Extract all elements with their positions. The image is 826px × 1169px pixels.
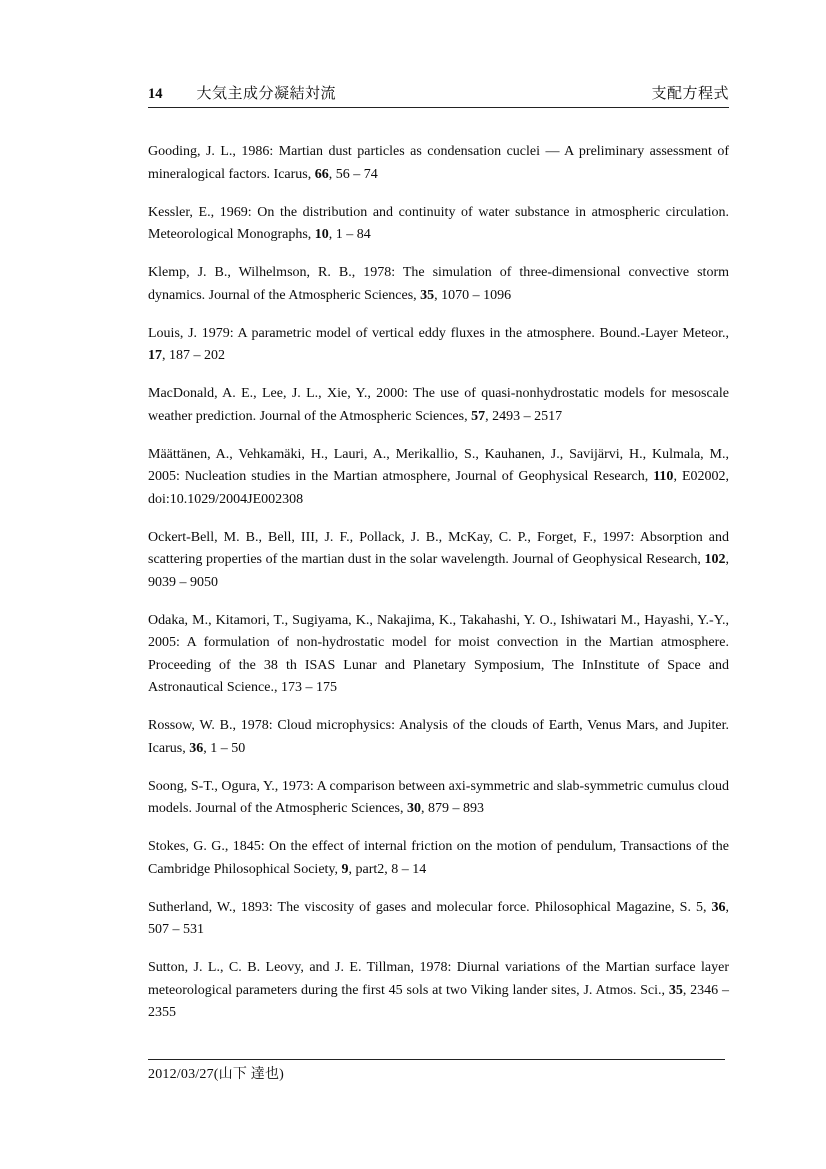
reference-item — [148, 444, 729, 512]
reference-pages: , 187 – 202 — [162, 348, 225, 363]
reference-item — [148, 897, 729, 942]
reference-text: Sutherland, W., 1893: The viscosity of gases and molecular force. Philosophical Magazine, S. 5, — [148, 899, 712, 915]
footer-date-author: 2012/03/27(山下 達也) — [148, 1067, 285, 1082]
reference-item — [148, 836, 729, 881]
reference-item — [148, 383, 729, 428]
reference-item — [148, 323, 729, 368]
reference-volume: 10 — [314, 227, 329, 242]
reference-text: Määttänen, A., Vehkamäki, H., Lauri, A., Merikallio, S., Kauhanen, J., Savijärvi, H., Kulmala, M., 2005: Nucleation studies in the Martian atmosphere, Journal of Geophysical Research, — [148, 446, 729, 484]
reference-text: Stokes, G. G., 1845: On the effect of internal friction on the motion of pendulum, Transactions of the Cambridge Philosophical Society, — [148, 839, 729, 877]
reference-volume: 36 — [189, 740, 204, 756]
reference-volume: 35 — [420, 287, 435, 303]
reference-item — [148, 957, 729, 1025]
page-footer — [148, 1059, 729, 1083]
reference-volume: 30 — [406, 801, 421, 816]
reference-volume: 9 — [341, 861, 349, 877]
reference-text: Louis, J. 1979: A parametric model of vertical eddy fluxes in the atmosphere. Bound.-Layer Meteor., — [148, 325, 729, 341]
reference-volume: 57 — [471, 408, 486, 424]
running-head-right: 支配方程式 — [651, 86, 729, 102]
reference-volume: 110 — [653, 469, 674, 484]
reference-text: Kessler, E., 1969: On the distribution and continuity of water substance in atmospheric circulation. Meteorological Monographs, — [148, 204, 729, 242]
reference-pages: , part2, 8 – 14 — [348, 861, 427, 877]
reference-item — [148, 776, 729, 821]
reference-volume: 102 — [704, 552, 726, 567]
reference-pages: , 2493 – 2517 — [485, 408, 563, 424]
reference-volume: 35 — [668, 982, 683, 998]
reference-pages: , 879 – 893 — [420, 801, 484, 816]
reference-text: MacDonald, A. E., Lee, J. L., Xie, Y., 2000: The use of quasi-nonhydrostatic models for mesoscale weather prediction. Journal of the Atmospheric Sciences, — [148, 386, 729, 424]
reference-pages: , 2346 – 2355 — [148, 982, 730, 1020]
reference-pages: , 1070 – 1096 — [434, 287, 512, 303]
reference-pages: , 9039 – 9050 — [148, 552, 729, 590]
reference-item — [148, 715, 729, 760]
reference-pages: , E02002, doi:10.1029/2004JE002308 — [148, 469, 729, 507]
reference-volume: 36 — [711, 899, 726, 915]
reference-text: Odaka, M., Kitamori, T., Sugiyama, K., Nakajima, K., Takahashi, Y. O., Ishiwatari M., Hayashi, Y.-Y., 2005: A formulation of non-hydrostatic model for moist convection in the Martian atmosphere. Proceeding of the 38 th ISAS Lunar and Planetary Symposium, The InInstitute of Space and Astronautical Science., 173 – 175 — [148, 612, 729, 695]
reference-text: Gooding, J. L., 1986: Martian dust particles as condensation cuclei — A preliminary assessment of mineralogical factors. Icarus, — [148, 144, 729, 182]
reference-text: Rossow, W. B., 1978: Cloud microphysics: Analysis of the clouds of Earth, Venus Mars, and Jupiter. Icarus, — [148, 718, 729, 756]
reference-pages: , 56 – 74 — [328, 166, 378, 182]
reference-pages: , 1 – 50 — [203, 740, 246, 756]
reference-list — [148, 141, 729, 1040]
reference-pages: , 1 – 84 — [328, 227, 371, 242]
reference-item — [148, 262, 729, 307]
running-head-left: 大気主成分凝結対流 — [196, 86, 337, 102]
page-number: 14 — [148, 86, 163, 102]
reference-text: Sutton, J. L., C. B. Leovy, and J. E. Tillman, 1978: Diurnal variations of the Martian surface layer meteorological parameters during the first 45 sols at two Viking lander sites, J. Atmos. Sci., — [148, 960, 729, 998]
reference-text: Soong, S-T., Ogura, Y., 1973: A comparison between axi-symmetric and slab-symmetric cumulus cloud models. Journal of the Atmospheric Sciences, — [148, 778, 729, 816]
page-header — [148, 86, 729, 108]
reference-text: Ockert-Bell, M. B., Bell, III, J. F., Pollack, J. B., McKay, C. P., Forget, F., 1997: Absorption and scattering properties of the martian dust in the solar wavelength. Journal of Geophysical Research, — [148, 529, 729, 567]
reference-item — [148, 141, 729, 186]
reference-text: Klemp, J. B., Wilhelmson, R. B., 1978: The simulation of three-dimensional convective storm dynamics. Journal of the Atmospheric Sciences, — [148, 265, 729, 303]
reference-pages: , 507 – 531 — [148, 899, 729, 937]
reference-volume: 66 — [314, 166, 329, 182]
reference-item — [148, 202, 729, 247]
reference-volume: 17 — [148, 348, 162, 363]
reference-item — [148, 527, 729, 595]
reference-item — [148, 610, 729, 700]
